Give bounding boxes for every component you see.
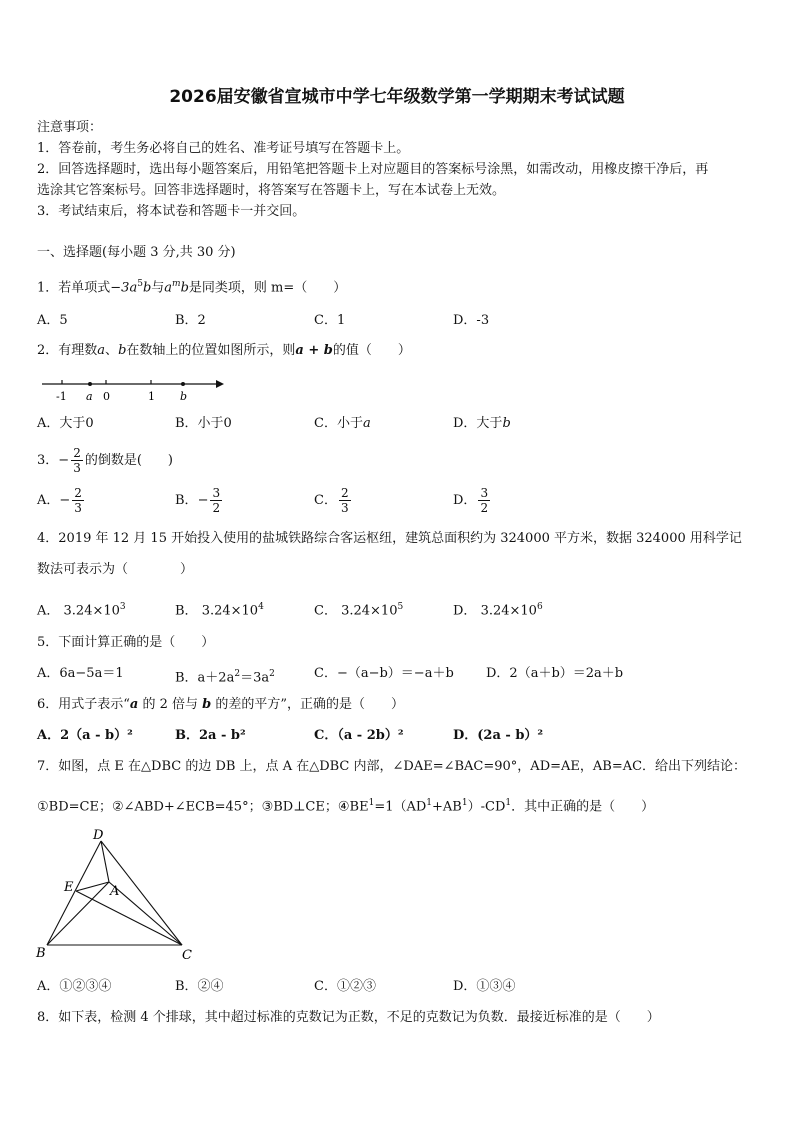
triangle-figure	[30, 825, 210, 965]
notice-item-2-cont: 选涂其它答案标号。回答非选择题时，将答案写在答题卡上，写在本试卷上无效。	[37, 183, 506, 198]
axis-label-b: b	[180, 390, 188, 403]
question-6: 6．用式子表示“a 的 2 倍与 b 的差的平方”，正确的是（ ）	[37, 697, 405, 712]
question-4-line-2: 数法可表示为（ ）	[37, 562, 194, 577]
page-title: 2026届安徽省宣城市中学七年级数学第一学期期末考试试题	[169, 87, 625, 107]
axis-label-minus-one: -1	[56, 390, 67, 403]
notice-item-2: 2．回答选择题时，选出每小题答案后，用铅笔把答题卡上对应题目的答案标号涂黑，如需改动，用橡皮擦干净后，再	[37, 162, 709, 177]
question-7-line-1: 7．如图，点 E 在△DBC 的边 DB 上，点 A 在△DBC 内部，∠DAE=∠BAC=90°，AD=AE，AB=AC．给出下列结论：	[37, 759, 747, 774]
q1-option-b[interactable]: B．2	[175, 313, 206, 328]
q3-option-d[interactable]: D． $\frac{3}{2}$	[453, 486, 489, 515]
q5-option-a[interactable]: A．6a−5a＝1	[37, 666, 124, 681]
point-label-a: A	[110, 884, 120, 899]
section-heading: 一、选择题(每小题 3 分,共 30 分)	[37, 245, 236, 260]
q2-option-d[interactable]: D．大于b	[453, 416, 511, 431]
q7-option-a[interactable]: A．①②③④	[37, 979, 112, 994]
notice-item-3: 3．考试结束后，将本试卷和答题卡一并交回。	[37, 204, 306, 219]
q2-option-b[interactable]: B．小于0	[175, 416, 232, 431]
q6-option-a[interactable]: A．2（a - b）²	[37, 728, 133, 743]
notice-heading: 注意事项：	[37, 120, 103, 135]
question-8: 8．如下表，检测 4 个排球，其中超过标准的克数记为正数，不足的克数记为负数．最接近标准的是（ ）	[37, 1010, 660, 1025]
q6-option-c[interactable]: C．（a - 2b）²	[314, 728, 404, 743]
q4-option-a[interactable]: A． $3.24\times 10^3$	[37, 602, 126, 619]
q2-option-c[interactable]: C．小于a	[314, 416, 371, 431]
q7-option-c[interactable]: C．①②③	[314, 979, 376, 994]
q5-option-b[interactable]: B．$a+2a^2=3a^2$	[175, 669, 275, 686]
q5-option-c[interactable]: C．−（a−b）＝−a＋b	[314, 666, 454, 681]
question-4-line-1: 4．2019 年 12 月 15 开始投入使用的盐城铁路综合客运枢纽，建筑总面积约为 324000 平方米，数据 324000 用科学记	[37, 531, 742, 546]
q3-fraction: $\frac{2}{3}$	[73, 446, 81, 475]
q6-option-d[interactable]: D．(2a - b）²	[453, 728, 544, 743]
number-line	[40, 372, 230, 404]
question-2: 2．有理数a、b在数轴上的位置如图所示，则a + b的值（ ）	[37, 343, 411, 358]
point-label-d: D	[93, 828, 104, 843]
question-7-line-2: ①BD=CE；②∠ABD+∠ECB=45°；③BD⊥CE；$④BE^1=1(AD^1+AB^1)-CD^1$．其中正确的是（ ）	[37, 798, 655, 815]
point-label-c: C	[182, 948, 192, 963]
q1-option-a[interactable]: A．5	[37, 313, 68, 328]
q1-option-d[interactable]: D．-3	[453, 313, 490, 328]
q3-option-a[interactable]: A．− $\frac{2}{3}$	[37, 486, 82, 515]
q2-option-a[interactable]: A．大于0	[37, 416, 94, 431]
axis-label-a: a	[86, 390, 93, 403]
q4-option-c[interactable]: C． $3.24\times 10^5$	[314, 602, 404, 619]
question-1: 1．若单项式$-3a^5b$与$a^mb$是同类项，则 m=（ ）	[37, 279, 347, 296]
q7-option-d[interactable]: D．①③④	[453, 979, 516, 994]
point-label-e: E	[64, 880, 74, 895]
q4-option-b[interactable]: B． $3.24\times 10^4$	[175, 602, 264, 619]
axis-label-zero: 0	[103, 390, 110, 403]
q1-option-c[interactable]: C．1	[314, 313, 346, 328]
q3-option-c[interactable]: C． $\frac{2}{3}$	[314, 486, 349, 515]
question-5: 5．下面计算正确的是（ ）	[37, 635, 215, 650]
q4-option-d[interactable]: D． $3.24\times 10^6$	[453, 602, 543, 619]
axis-label-one: 1	[148, 390, 155, 403]
q7-option-b[interactable]: B．②④	[175, 979, 224, 994]
question-3: 3．− $\frac{2}{3}$ 的倒数是( )	[37, 446, 173, 475]
q6-option-b[interactable]: B．2a - b²	[175, 728, 246, 743]
q3-option-b[interactable]: B．− $\frac{3}{2}$	[175, 486, 221, 515]
q5-option-d[interactable]: D．2（a＋b）＝2a＋b	[486, 666, 624, 681]
point-label-b: B	[36, 946, 46, 961]
notice-item-1: 1．答卷前，考生务必将自己的姓名、准考证号填写在答题卡上。	[37, 141, 410, 156]
